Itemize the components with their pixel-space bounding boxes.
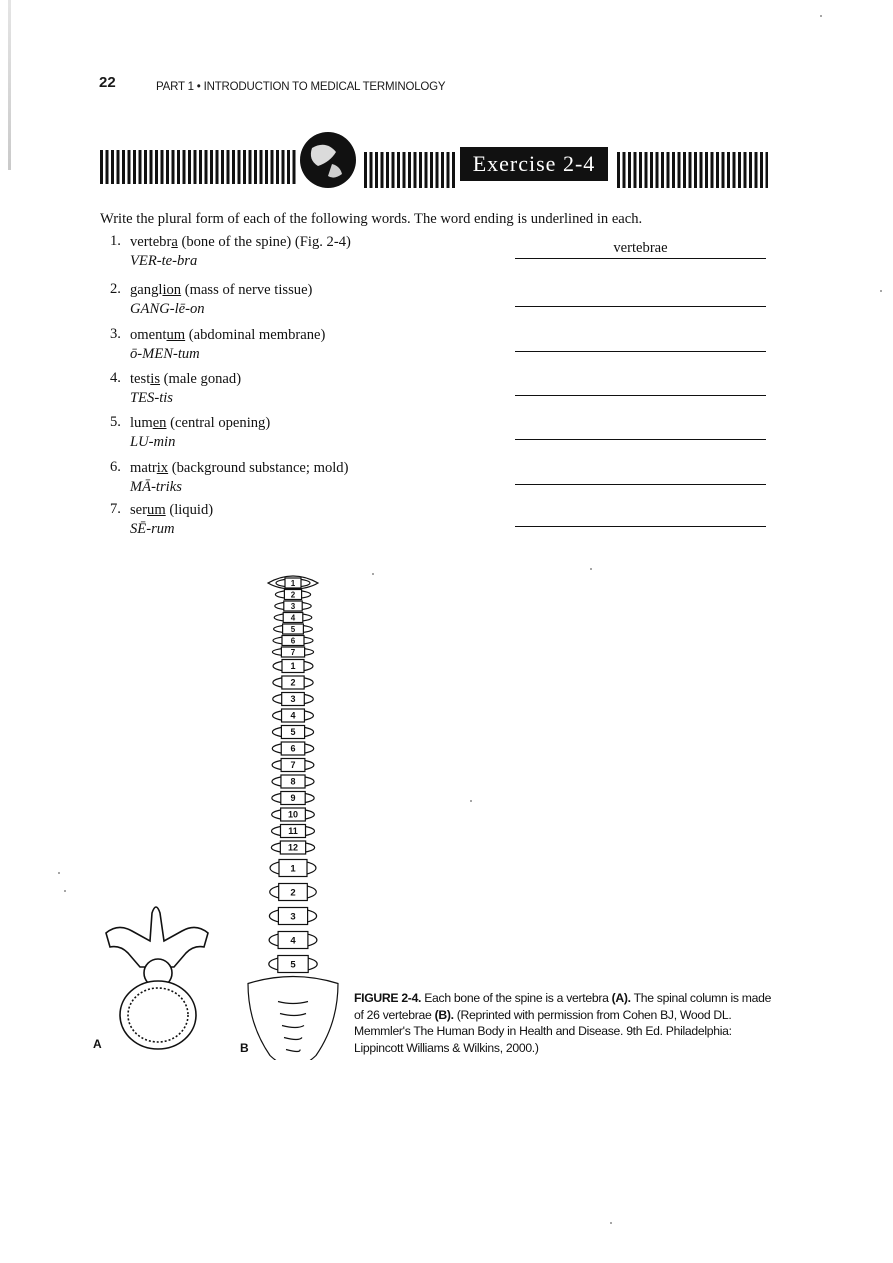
body-surface <box>128 988 188 1042</box>
thoracic-vertebra-label: 3 <box>290 694 296 705</box>
thoracic-vertebra-label: 1 <box>290 661 296 672</box>
banner-stripe <box>722 152 725 188</box>
banner-stripe <box>210 150 213 184</box>
thoracic-vertebra-label: 2 <box>290 677 296 688</box>
banner-stripe <box>172 150 175 184</box>
banner-stripe <box>711 152 714 188</box>
banner-stripe <box>738 152 741 188</box>
banner-stripe <box>386 152 389 188</box>
banner-stripe <box>249 150 252 184</box>
banner-stripe <box>161 150 164 184</box>
answer-line <box>515 526 766 527</box>
page-header <box>99 74 446 93</box>
cervical-vertebra-label: 3 <box>290 601 296 611</box>
banner-stripe <box>205 150 208 184</box>
exercise-item <box>110 370 770 414</box>
banner-stripe <box>727 152 730 188</box>
lumbar-vertebra-label: 4 <box>290 935 296 947</box>
banner-stripe <box>392 152 395 188</box>
cervical-vertebra-label: 5 <box>290 624 296 634</box>
banner-stripe <box>430 152 433 188</box>
item-answer[interactable]: vertebrae <box>613 240 668 256</box>
answer-line <box>515 439 766 440</box>
banner-stripe <box>634 152 637 188</box>
banner-stripe <box>194 150 197 184</box>
sacrum <box>248 977 338 1061</box>
page-number: 22 <box>99 74 116 91</box>
banner-stripe <box>177 150 180 184</box>
banner-stripe <box>227 150 230 184</box>
banner-stripe <box>650 152 653 188</box>
page-edge-shadow <box>8 0 11 170</box>
banner-stripe <box>425 152 428 188</box>
item-pronunciation: SĒ-rum <box>130 521 175 537</box>
banner-stripe <box>106 150 109 184</box>
lumbar-vertebra-label: 1 <box>290 863 296 875</box>
item-number: 4. <box>110 370 121 386</box>
banner-stripe <box>243 150 246 184</box>
figure-label-a: A <box>93 1037 102 1051</box>
item-word: omentum (abdominal membrane) <box>130 327 326 343</box>
banner-stripe <box>667 152 670 188</box>
item-pronunciation: LU-min <box>130 434 176 450</box>
item-number: 2. <box>110 281 121 297</box>
banner-stripe <box>661 152 664 188</box>
item-number: 3. <box>110 326 121 342</box>
banner-stripe <box>397 152 400 188</box>
thoracic-vertebra-label: 4 <box>290 710 296 721</box>
banner-stripe <box>414 152 417 188</box>
banner-stripe <box>183 150 186 184</box>
item-word: vertebra (bone of the spine) (Fig. 2-4) <box>130 234 351 250</box>
banner-stripe <box>639 152 642 188</box>
banner-stripe <box>370 152 373 188</box>
thoracic-vertebra-label: 10 <box>287 809 299 820</box>
banner-stripe <box>700 152 703 188</box>
banner-stripe <box>100 150 103 184</box>
banner-stripe <box>128 150 131 184</box>
banner-stripe <box>150 150 153 184</box>
banner-stripe <box>744 152 747 188</box>
exercise-item <box>110 281 770 325</box>
answer-line <box>515 484 766 485</box>
banner-stripe <box>188 150 191 184</box>
exercise-banner <box>100 130 768 188</box>
item-pronunciation: ō-MEN-tum <box>130 346 200 362</box>
cervical-vertebra-label: 4 <box>290 613 296 623</box>
banner-stripe <box>232 150 235 184</box>
banner-stripe <box>628 152 631 188</box>
item-word: matrix (background substance; mold) <box>130 460 349 476</box>
vertebral-arch <box>106 907 208 967</box>
banner-stripe <box>678 152 681 188</box>
banner-stripe <box>166 150 169 184</box>
banner-stripe <box>216 150 219 184</box>
banner-stripe <box>733 152 736 188</box>
answer-line <box>515 258 766 259</box>
thoracic-vertebra-label: 9 <box>290 793 296 804</box>
banner-stripe <box>672 152 675 188</box>
banner-stripe <box>617 152 620 188</box>
lumbar-vertebra-label: 5 <box>290 959 296 971</box>
exercise-item <box>110 233 770 277</box>
banner-stripe <box>447 152 450 188</box>
thoracic-vertebra-label: 12 <box>287 842 299 853</box>
item-pronunciation: GANG-lē-on <box>130 301 205 317</box>
answer-line <box>515 395 766 396</box>
banner-stripe <box>683 152 686 188</box>
spinal-column-illustration <box>240 565 350 1060</box>
banner-stripe <box>623 152 626 188</box>
cervical-vertebra-label: 6 <box>290 636 296 646</box>
banner-stripe <box>254 150 257 184</box>
lumbar-vertebra-label: 3 <box>290 911 296 923</box>
thoracic-vertebra-label: 6 <box>290 743 296 754</box>
banner-stripe <box>375 152 378 188</box>
item-number: 5. <box>110 414 121 430</box>
thoracic-vertebra-label: 5 <box>290 727 296 738</box>
banner-stripe <box>694 152 697 188</box>
exercise-item <box>110 414 770 458</box>
banner-stripes <box>100 130 768 188</box>
item-number: 6. <box>110 459 121 475</box>
banner-stripe <box>645 152 648 188</box>
banner-stripe <box>117 150 120 184</box>
banner-stripe <box>705 152 708 188</box>
cervical-vertebra-label: 2 <box>290 590 296 600</box>
lumbar-vertebra-label: 2 <box>290 887 296 899</box>
banner-stripe <box>408 152 411 188</box>
banner-stripe <box>436 152 439 188</box>
item-number: 1. <box>110 233 121 249</box>
banner-stripe <box>403 152 406 188</box>
banner-stripe <box>364 152 367 188</box>
banner-stripe <box>293 150 296 184</box>
banner-stripe <box>238 150 241 184</box>
exercise-item <box>110 326 770 370</box>
thoracic-vertebra-label: 7 <box>290 760 296 771</box>
thoracic-vertebra-label: 8 <box>290 776 296 787</box>
banner-stripe <box>419 152 422 188</box>
banner-stripe <box>139 150 142 184</box>
thoracic-vertebra-label: 11 <box>288 826 298 837</box>
item-pronunciation: VER-te-bra <box>130 253 198 269</box>
exercise-item <box>110 501 770 545</box>
banner-stripe <box>656 152 659 188</box>
banner-stripe <box>452 152 455 188</box>
item-pronunciation: MĀ-triks <box>130 479 182 495</box>
banner-stripe <box>133 150 136 184</box>
banner-stripe <box>716 152 719 188</box>
answer-line <box>515 351 766 352</box>
banner-stripe <box>122 150 125 184</box>
banner-stripe <box>381 152 384 188</box>
item-pronunciation: TES-tis <box>130 390 173 406</box>
banner-stripe <box>155 150 158 184</box>
item-word: serum (liquid) <box>130 502 214 518</box>
banner-stripe <box>755 152 758 188</box>
banner-stripe <box>689 152 692 188</box>
exercise-item <box>110 459 770 503</box>
part-title: PART 1 • INTRODUCTION TO MEDICAL TERMINOLOGY <box>156 81 446 93</box>
figure-label-b: B <box>240 1041 249 1055</box>
banner-stripe <box>111 150 114 184</box>
vertebra-illustration <box>92 895 232 1055</box>
cervical-vertebra-label: 7 <box>290 647 296 657</box>
banner-stripe <box>282 150 285 184</box>
banner-stripe <box>749 152 752 188</box>
banner-stripe <box>265 150 268 184</box>
figure-caption: FIGURE 2-4. Each bone of the spine is a vertebra (A). The spinal column is made of 26 vertebrae (B). (Reprinted with permission from Cohen BJ, Wood DL. Memmler's The Human Body in Health and Disease. 9th Ed. Philadelphia: Lippincott Williams & Wilkins, 2000.) <box>354 991 772 1055</box>
banner-stripe <box>760 152 763 188</box>
item-number: 7. <box>110 501 121 517</box>
banner-stripe <box>441 152 444 188</box>
exercise-title: Exercise 2-4 <box>460 147 608 181</box>
answer-line <box>515 306 766 307</box>
banner-stripe <box>287 150 290 184</box>
item-word: lumen (central opening) <box>130 415 271 431</box>
banner-stripe <box>260 150 263 184</box>
banner-stripe <box>199 150 202 184</box>
cervical-vertebra-label: 1 <box>290 578 296 588</box>
banner-stripe <box>271 150 274 184</box>
banner-stripe <box>144 150 147 184</box>
instructions-text: Write the plural form of each of the following words. The word ending is underlined in each. <box>100 211 643 227</box>
item-word: testis (male gonad) <box>130 371 242 387</box>
banner-stripe <box>766 152 769 188</box>
item-word: ganglion (mass of nerve tissue) <box>130 282 313 298</box>
banner-stripe <box>276 150 279 184</box>
banner-stripe <box>221 150 224 184</box>
